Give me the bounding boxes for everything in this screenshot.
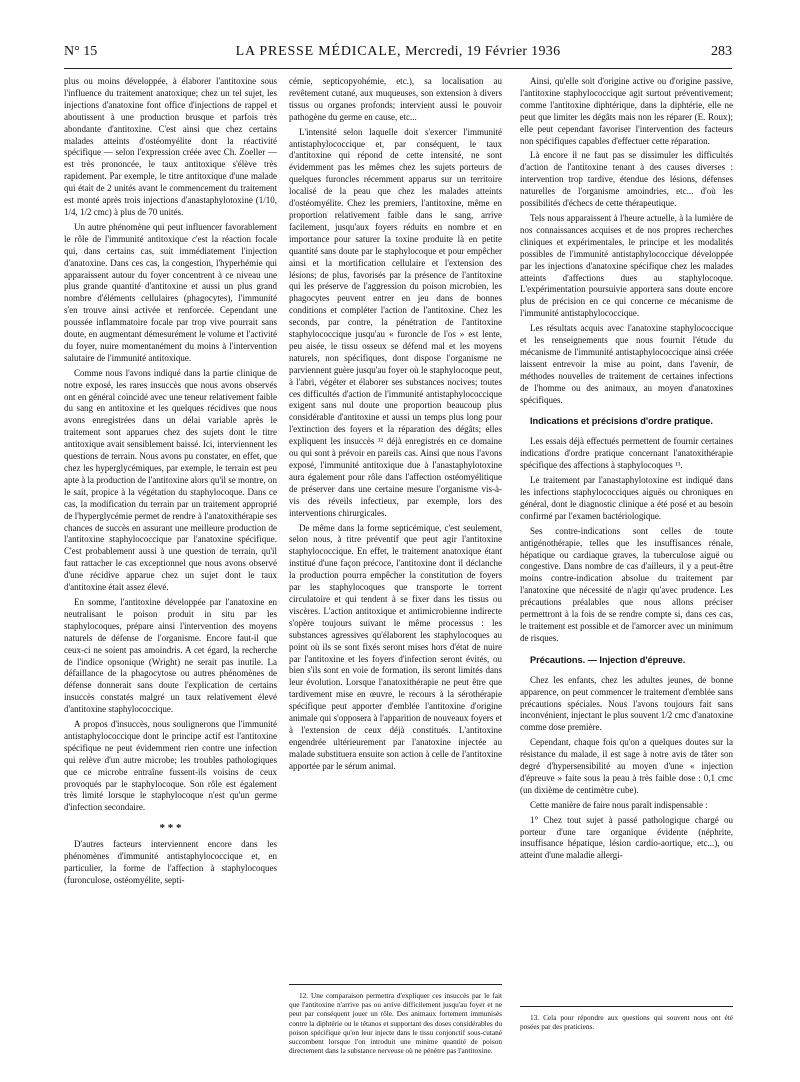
footnote-12: 12. Une comparaison permettra d'expliquer ces insuccès par le fait que l'antitoxine n'arrive pas ou arrive difficilement jusqu'au foyer et ne peut par conséquent jouer un rôle. Des animaux fortement immunisés contre la diphtérie ou le tétanos et supportant des doses considérables du poison spécifique qu'on leur injecte dans le tissu conjonctif sous-cutané succombent lorsque l'on introduit une minime quantité de poison directement dans la substance nerveuse où ne pénètre pas l'antitoxine. [289,991,502,1056]
paragraph: cémie, septicopyohémie, etc.), sa localisation au revêtement cutané, aux muqueuses, son extension à divers tissus ou organes profonds; intervient aussi le pouvoir pathogène du germe en cause, etc... [289,76,502,122]
journal-title [64,44,732,60]
footnote-area [289,976,502,1058]
footnote-area [520,998,733,1034]
paragraph: Les résultats acquis avec l'anatoxine staphylococcique et les renseignements que nous fournit l'étude du mécanisme de l'immunité antistaphylococcique ainsi créée laissent entrevoir la mise au point, dans l'avenir, de méthodes nouvelles de traitement de certaines infections de l'homme ou des animaux, au moyen d'anatoxines spécifiques. [520,323,733,405]
journal-name: LA PRESSE MÉDICALE, [235,44,402,59]
paragraph: Chez les enfants, chez les adultes jeunes, de bonne apparence, on peut commencer le traitement d'emblée sans précautions spéciales. Nous l'avons toujours fait sans inconvénient, injectant le plus souvent 1/2 cmc d'anatoxine comme dose première. [520,674,733,733]
section-separator-stars: * * * [159,822,182,835]
page-header [64,44,732,69]
column-1 [64,76,277,890]
paragraph: Tels nous apparaissent à l'heure actuelle, à la lumière de nos connaissances acquises et de nos propres recherches cliniques et expérimentales, le principe et les modalités possibles de l'immunité antistaphylococcique développée par les injections d'anatoxine spécifique chez les malades atteints d'affections dues au staphylocoque. L'expérimentation poursuivie apportera sans doute encore plus de précision en ce qui concerne ce mécanisme de l'immunité antistaphylococcique. [520,212,733,319]
column-2 [289,76,502,1056]
paragraph: 1° Chez tout sujet à passé pathologique chargé ou porteur d'une tare organique évidente (néphrite, insuffisance hépatique, lésion cardio-aortique, etc...), ou atteint d'une maladie allergi- [520,814,733,861]
footnote-rule [289,984,502,985]
paragraph: Un autre phénomène qui peut influencer favorablement le rôle de l'immunité antitoxique c'est la réaction focale qui, dans certains cas, suit immédiatement l'injection d'anatoxine. Dans ces cas, la congestion, l'hyperhémie qui apparaissent autour du foyer concentrent à ce niveau une plus grande quantité d'antitoxine et aussi un plus grand nombre d'éléments cellulaires (phagocytes), l'immunité s'en trouve ainsi activée et renforcée. Cependant une poussée inflammatoire focale par trop vive pourrait sans doute, en augmentant démesurément le volume et l'activité du foyer, nuire momentanément du moins à l'intervention salutaire de l'immunité antitoxique. [64,221,277,363]
paragraph: plus ou moins développée, à élaborer l'antitoxine sous l'influence du traitement anatoxique; chez un tel sujet, les injections d'anatoxine font office d'injections de rappel et aboutissent à une production brusque et parfois très abondante d'antitoxine. C'est ainsi que chez certains malades atteints d'ostéomyélite dont la réactivité spécifique — selon l'expression créée avec Ch. Zoeller — est très prononcée, le taux antitoxique s'élève très rapidement. Par exemple, le titre antitoxique d'une malade qui était de 2 unités avant le commencement du traitement est monté après trois injections d'anastaphylotoxine (1/10, 1/4, 1/2 cmc) à plus de 70 unités. [64,76,277,217]
column-3 [520,76,733,1032]
section-heading: Indications et précisions d'ordre pratique. [530,416,713,427]
paragraph: Cependant, chaque fois qu'on a quelques doutes sur la résistance du malade, il est sage à notre avis de tâter son degré d'hypersensibilité au moyen d'une « injection d'épreuve » faite sous la peau à très faible dose : 0,1 cmc (un dixième de centimètre cube). [520,737,733,795]
issue-number: N° 15 [64,44,98,59]
issue-date: Mercredi, 19 Février 1936 [405,44,561,59]
paragraph: En somme, l'antitoxine développée par l'anatoxine en neutralisant le poison produit in situ par les staphylocoques, prépare ainsi l'intervention des moyens naturels de défense de l'organisme. Encore faut-il que ceux-ci ne soient pas amoindris. A cet égard, la recherche de l'indice opsonique (Wright) ne serait pas inutile. La défaillance de la phagocytose ou autres phénomènes de défense donnerait sans doute l'explication de certains insuccès constatés malgré un taux relativement élevé d'antitoxine staphylococcique. [64,596,277,715]
paragraph: Comme nous l'avons indiqué dans la partie clinique de notre exposé, les rares insuccès que nous avons observés ont en général coïncidé avec une teneur relativement faible du sang en antitoxine et les quelques récidives que nous avons enregistrées dans un délai variable après le traitement sont apparues chez des sujets dont le titre antitoxique avait sensiblement baissé. Ici, interviennent les questions de terrain. Nous avons pu constater, en effet, que chez les hyperglycémiques, par exemple, le terrain est peu apte à la production de l'antitoxine alors qu'il se montre, on le sait, propice à la végétation du staphylocoque. Dans ce cas, la modification du terrain par un traitement approprié de l'hyperglycémie permet de rendre à l'anatoxithérapie ses chances de succès en assurant une meilleure production de l'antitoxine staphylococcique par l'anatoxine spécifique. C'est probablement aussi à une question de terrain, qu'il faut rattacher le cas exceptionnel que nous avons observé d'une récidive apparue chez un sujet dont le taux d'antitoxine était assez élevé. [64,367,277,593]
paragraph: D'autres facteurs interviennent encore dans les phénomènes d'immunité antistaphylococcique et, en particulier, la forme de l'affection à staphylocoques (furonculose, ostéomyélite, septi- [64,839,277,885]
paragraph: Cette manière de faire nous paraît indispensable : [530,799,708,810]
paragraph: Ses contre-indications sont celles de toute antigénothérapie, telles que les insuffisances rénale, hépatique ou cardiaque graves, la tuberculose aiguë ou congestive. Dans nombre de cas d'ailleurs, il y a peut-être moins contre-indication absolue du traitement par l'anatoxine que nécessité de n'agir qu'avec prudence. Les précautions préalables que nous allons préciser permettront à la fois de se rendre compte si, dans ces cas, le traitement est possible et de l'amorcer avec un minimum de risques. [520,525,733,643]
paragraph: Ainsi, qu'elle soit d'origine active ou d'origine passive, l'antitoxine staphylococcique agit surtout préventivement; comme l'antitoxine diphtérique, dans la diphtérie, elle ne peut que limiter les dégâts mais non les réparer (E. Roux); elle peut cependant favoriser l'intervention des facteurs non spécifiques capables d'effectuer cette réparation. [520,76,733,146]
page-number: 283 [711,44,732,59]
paragraph: De même dans la forme septicémique, c'est seulement, selon nous, à titre préventif que peut agir l'antitoxine staphylococcique. En effet, le traitement anatoxique étant institué d'une façon précoce, l'antitoxine dont il déclanche la production pourra empêcher la constitution de foyers par les staphylocoques que transporte le torrent circulatoire et qui tendent à se fixer dans les tissus ou viscères. L'action antitoxique et antimicrobienne indirecte s'opère toujours suivant le même processus : les substances agressives qu'élaborent les staphylocoques au point où ils se sont fixés seront mises hors d'état de nuire par l'antitoxine et les foyers d'infection seront évités, ou bien s'ils sont en voie de formation, ils seront limités dans leur évolution. Lorsque l'anatoxithérapie ne peut être que tardivement mise en œuvre, le recours à la sérothérapie spécifique peut apporter d'emblée l'antitoxine d'origine animale qui s'opposera à l'apparition de nouveaux foyers et à l'extension de ceux déjà constitués. L'antitoxine engendrée ultérieurement par l'anatoxine injectée au malade substituera ensuite son action à celle de l'antitoxine apportée par le sérum animal. [289,522,502,771]
paragraph: Le traitement par l'anastaphylotoxine est indiqué dans les infections staphylococciques aiguës ou chroniques en général, dont le diagnostic clinique a été posé et au besoin confirmé par l'examen bactériologique. [520,475,733,521]
paragraph: A propos d'insuccès, nous soulignerons que l'immunité antistaphylococcique dont le principe actif est l'antitoxine spécifique ne peut évidemment rien contre une infection qui relève d'un autre microbe; les troubles pathologiques que ce microbe entraîne fussent-ils voisins de ceux provoqués par le staphylocoque. Son rôle est également très limité lorsque le staphylocoque n'est qu'un germe d'infection secondaire. [64,719,277,813]
paragraph: L'intensité selon laquelle doit s'exercer l'immunité antistaphylococcique et, par conséquent, le taux d'antitoxine qui répond de cette intensité, ne sont évidemment pas les mêmes chez les sujets porteurs de quelques furoncles récemment apparus sur un territoire localisé de la peau que chez les malades atteints d'ostéomyélite. Chez les premiers, l'antitoxine, même en proportion relativement faible dans le sang, arrive facilement, jusqu'aux foyers réduits en nombre et en importance pour saturer la toxine produite là en petite quantité sans doute par le staphylocoque et pour empêcher ainsi et la mortification cellulaire et l'extension des lésions; de plus, favorisés par la présence de l'antitoxine qui les préserve de l'aggression du poison microbien, les phagocytes peuvent entrer en jeu dans de bonnes conditions et compléter l'action de l'antitoxine. Chez les seconds, par contre, la pénétration de l'antitoxine staphylococcique jusqu'au « furoncle de l'os » est lente, peu aisée, le tissu osseux se défend mal et les moyens naturels, non spécifiques, dont dispose l'organisme ne parviennent guère jusqu'au foyer où le staphylocoque peut, à l'abri, végéter et élaborer ses substances nocives; toutes ces difficultés d'action de l'immunité antistaphylococcique exigent sans nul doute une proportion beaucoup plus considérable d'antitoxine et aussi un temps plus long pour l'extinction des foyers et la réparation des dégâts; elles expliquent les insuccès ¹² déjà enregistrés en ce domaine ou qui sont à prévoir en pareils cas. Ainsi que nous l'avons exposé, l'immunité antitoxique due à l'anastaphylotoxine aura également pour rôle dans l'affection ostéomyélitique de préserver dans une certaine mesure l'organisme vis-à-vis des réveils infectieux, par exemple, lors des interventions chirurgicales. [289,126,502,518]
paragraph: Là encore il ne faut pas se dissimuler les difficultés d'action de l'antitoxine tenant à des causes diverses : intervention trop tardive, étendue des lésions, défenses naturelles de l'organisme amoindries, etc... d'où les possibilités d'échecs de cette thérapeutique. [520,150,733,209]
footnote-13: 13. Cela pour répondre aux questions qui souvent nous ont été posées par des praticiens. [520,1013,733,1032]
footnote-rule [520,1006,733,1007]
section-heading: Précautions. — Injection d'épreuve. [530,654,686,665]
paragraph: Les essais déjà effectués permettent de fournir certaines indications d'ordre pratique concernant l'anatoxithérapie spécifique des affections à staphylocoques ¹³. [520,436,733,471]
